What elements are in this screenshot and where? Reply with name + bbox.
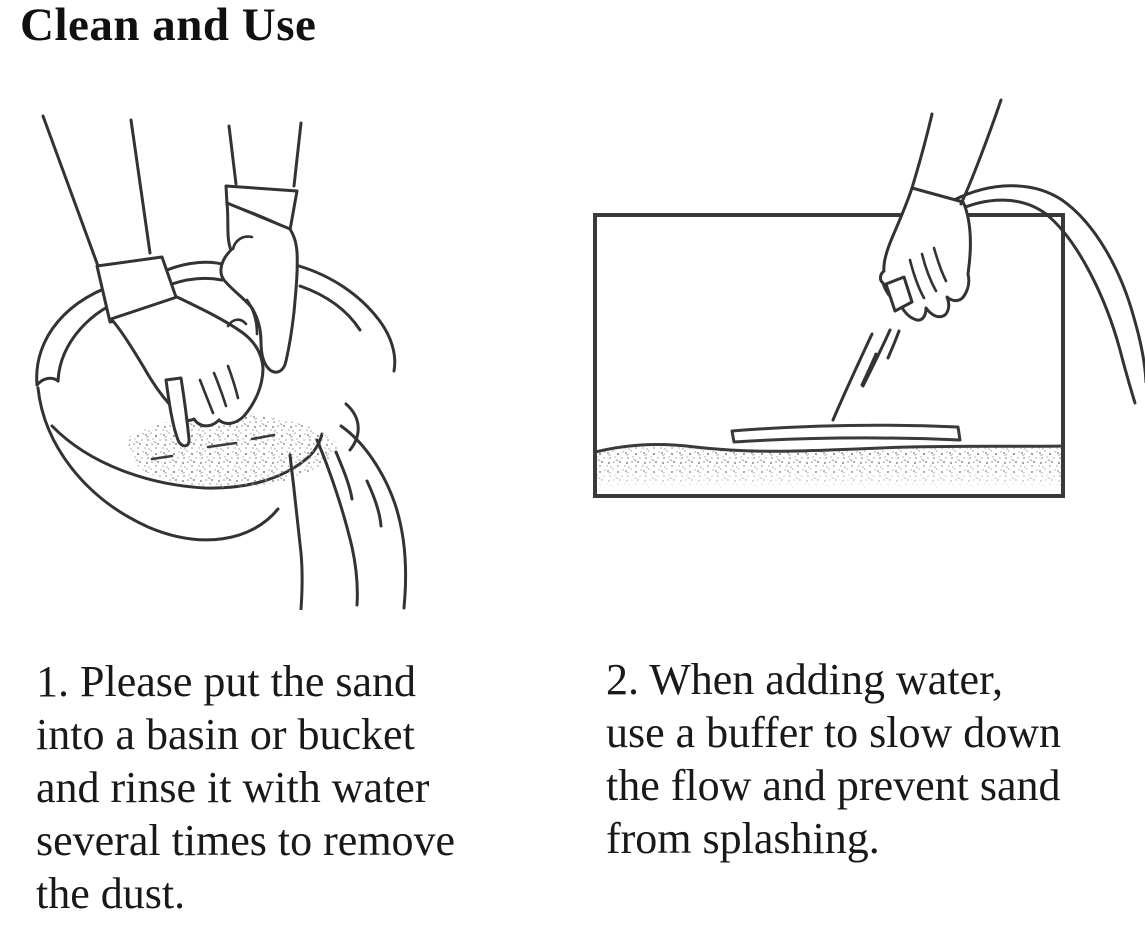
sand-in-basin <box>129 414 338 487</box>
step-1-caption <box>36 655 455 920</box>
caption-line: from splashing. <box>606 814 880 863</box>
caption-line: the flow and prevent sand <box>606 761 1061 810</box>
caption-line: the dust. <box>36 869 186 918</box>
caption-line: use a buffer to slow down <box>606 708 1061 757</box>
caption-line: 1. Please put the sand <box>36 657 417 706</box>
hand-holding-hose <box>880 188 970 320</box>
basin-rinse-illustration <box>0 90 460 610</box>
figure-rinse-basin <box>0 90 460 615</box>
sand-fade <box>598 466 1060 492</box>
water-stream <box>833 330 899 420</box>
caption-line: several times to remove <box>36 816 456 865</box>
caption-line: 2. When adding water, <box>606 655 1003 704</box>
hose <box>954 186 1145 403</box>
step-2-caption <box>606 653 1061 865</box>
tank-buffer-illustration <box>570 90 1145 530</box>
buffer-plate <box>732 425 960 442</box>
caption-line: into a basin or bucket <box>36 710 415 759</box>
figure-add-water-tank <box>570 90 1145 535</box>
caption-line: and rinse it with water <box>36 763 430 812</box>
page-title: Clean and Use <box>20 0 317 51</box>
